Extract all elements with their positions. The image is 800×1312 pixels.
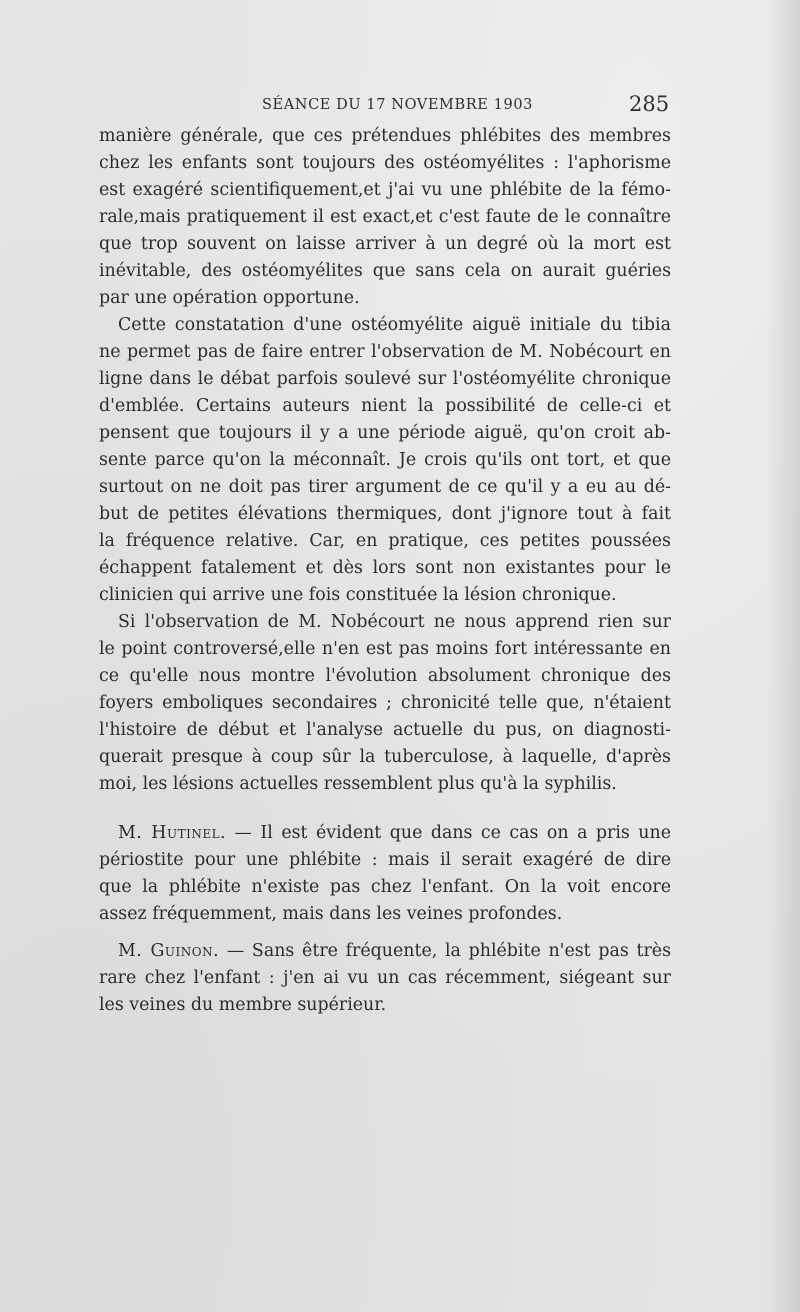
text-line: périostite pour une phlébite : mais il serait exagéré de dire (99, 850, 671, 870)
text-line: les veines du membre supérieur. (99, 995, 387, 1015)
text-line: but de petites élévations thermiques, dont j'ignore tout à fait (99, 504, 671, 524)
text-line: par une opération opportune. (99, 288, 360, 308)
text-line: ne permet pas de faire entrer l'observation de M. Nobécourt en (99, 342, 671, 362)
speaker-line (118, 939, 671, 964)
text-line: querait presque à coup sûr la tuberculose, à laquelle, d'après (99, 747, 671, 767)
text-line: rare chez l'enfant : j'en ai vu un cas récemment, siégeant sur (99, 968, 671, 988)
text-line: surtout on ne doit pas tirer argument de ce qu'il y a eu au dé- (99, 477, 671, 497)
text-line: assez fréquemment, mais dans les veines profondes. (99, 904, 563, 924)
text-line: Si l'observation de M. Nobécourt ne nous apprend rien sur (118, 612, 671, 632)
text-line: le point controversé,elle n'en est pas moins fort intéressante en (99, 639, 671, 659)
speaker-name: M. Guinon. (118, 941, 220, 961)
speaker-line (118, 821, 671, 846)
text-span: — Il est évident que dans ce cas on a pris une (226, 823, 671, 843)
text-line: Cette constatation d'une ostéomyélite aiguë initiale du tibia (118, 315, 671, 335)
text-line: chez les enfants sont toujours des ostéomyélites : l'aphorisme (99, 153, 671, 173)
text-span: — Sans être fréquente, la phlébite n'est pas très (219, 941, 671, 961)
text-line: foyers emboliques secondaires ; chronicité telle que, n'étaient (99, 693, 671, 713)
speaker-name: M. Hutinel. (118, 823, 227, 843)
text-line: l'histoire de début et l'analyse actuelle du pus, on diagnosti- (99, 720, 671, 740)
page-edge-shadow (766, 0, 800, 1312)
page-number: 285 (629, 92, 670, 116)
text-line: pensent que toujours il y a une période aiguë, qu'on croit ab- (99, 423, 671, 443)
text-line: ce qu'elle nous montre l'évolution absolument chronique des (99, 666, 671, 686)
text-line: la fréquence relative. Car, en pratique, ces petites poussées (99, 531, 671, 551)
text-line: échappent fatalement et dès lors sont non existantes pour le (99, 558, 671, 578)
text-line: moi, les lésions actuelles ressemblent plus qu'à la syphilis. (99, 774, 617, 794)
text-line: manière générale, que ces prétendues phlébites des membres (99, 126, 671, 146)
text-line: d'emblée. Certains auteurs nient la possibilité de celle-ci et (99, 396, 671, 416)
page-header (0, 94, 800, 120)
text-line: rale,mais pratiquement il est exact,et c'est faute de le connaître (99, 207, 671, 227)
running-head: SÉANCE DU 17 NOVEMBRE 1903 (262, 97, 533, 113)
text-line: que la phlébite n'existe pas chez l'enfant. On la voit encore (99, 877, 671, 897)
text-line: ligne dans le débat parfois soulevé sur l'ostéomyélite chronique (99, 369, 671, 389)
text-line: inévitable, des ostéomyélites que sans cela on aurait guéries (99, 261, 671, 281)
text-line: est exagéré scientifiquement,et j'ai vu une phlébite de la fémo- (99, 180, 671, 200)
text-line: sente parce qu'on la méconnaît. Je crois qu'ils ont tort, et que (99, 450, 671, 470)
text-line: clinicien qui arrive une fois constituée la lésion chronique. (99, 585, 617, 605)
text-line: que trop souvent on laisse arriver à un degré où la mort est (99, 234, 671, 254)
